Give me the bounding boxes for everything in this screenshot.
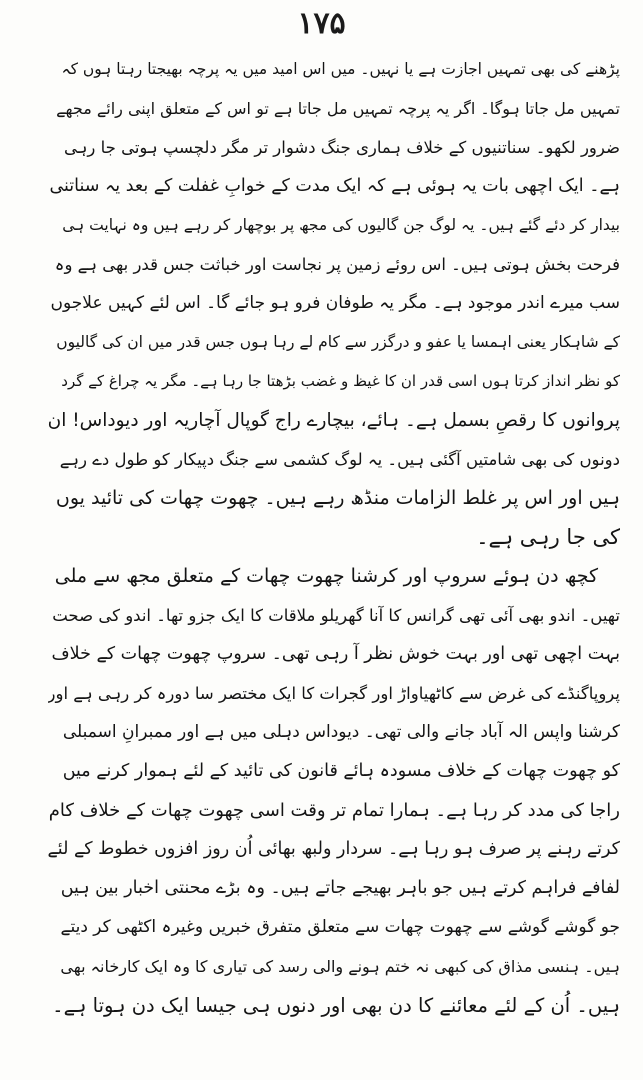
text-line: ضرور لکھو۔ سناتنیوں کے خلاف ہماری جنگ دشوار تر مگر دلچسپ ہوتی جا رہی [63, 138, 620, 157]
text-line: کرتے رہنے پر صرف ہو رہا ہے۔ سردار ولبھ بھائی اُن روز افزوں خطوط کے لئے [48, 839, 620, 859]
text-line: ہیں۔ ہنسی مذاق کی کبھی نہ ختم ہونے والی رسد کی تیاری کا وہ ایک کارخانہ بھی [60, 957, 620, 976]
page-number: ۱۷۵ [297, 6, 346, 41]
text-line: لفافے فراہم کرتے ہیں جو باہر بھیجے جاتے ہیں۔ وہ بڑے محنتی اخبار بین ہیں [60, 878, 620, 898]
text-line: کرشنا واپس الہ آباد جانے والی تھی۔ دیوداس دہلی میں ہے اور ممبرانِ اسمبلی [62, 722, 620, 742]
text-line: کو نظر انداز کرتا ہوں اسی قدر ان کا غیظ و غضب بڑھتا جا رہا ہے۔ مگر یہ چراغ کے گرد [61, 372, 620, 390]
text-line: سب میرے اندر موجود ہے۔ مگر یہ طوفان فرو ہو جائے گا۔ اس لئے کہیں علاجوں [50, 293, 620, 313]
text-line: بیدار کر دئے گئے ہیں۔ یہ لوگ جن گالیوں کی مجھ پر بوچھار کر رہے ہیں وہ نہایت ہی [62, 216, 620, 234]
text-line: دونوں کی بھی شامتیں آگئی ہیں۔ یہ لوگ کشمی سے جنگ دپیکار کو طول دے رہے [59, 450, 620, 469]
text-line: تھیں۔ اندو بھی آئی تھی گرانس کا آنا گھریلو ملاقات کا ایک جزو تھا۔ اندو کی صحت [52, 606, 620, 625]
text-line: پروپاگنڈے کی غرض سے کاٹھیاواڑ اور گجرات کا ایک مختصر سا دورہ کر رہی ہے اور [48, 684, 620, 703]
text-line: پڑھنے کی بھی تمہیں اجازت ہے یا نہیں۔ میں اس امید میں یہ پرچہ بھیجتا رہتا ہوں کہ [61, 60, 620, 78]
text-line: ہے۔ ایک اچھی بات یہ ہوئی ہے کہ ایک مدت کے خوابِ غفلت کے بعد یہ سناتنی [49, 176, 620, 196]
text-line: تمہیں مل جاتا ہوگا۔ اگر یہ پرچہ تمہیں مل جاتا ہے تو اس کے متعلق اپنی رائے مجھے [56, 99, 620, 118]
body-text [48, 50, 620, 1025]
text-line: فرحت بخش ہوتی ہیں۔ اس روئے زمین پر نجاست اور خباثت جس قدر بھی ہے وہ [54, 255, 620, 274]
text-line: ہیں اور اس پر غلط الزامات منڈھ رہے ہیں۔ چھوت چھات کی تائید یوں [55, 487, 620, 509]
text-line: پروانوں کا رقصِ بسمل ہے۔ ہائے، بیچارے راج گوپال آچاریہ اور دیوداس! ان [48, 410, 620, 431]
text-line: کی جا رہی ہے۔ [476, 525, 620, 549]
paragraph-start-line: کچھ دن ہوئے سروپ اور کرشنا چھوت چھات کے متعلق مجھ سے ملی [54, 565, 598, 587]
text-line: ہیں۔ اُن کے لئے معائنے کا دن بھی اور دنوں ہی جیسا ایک دن ہوتا ہے۔ [52, 994, 620, 1017]
text-line: کے شاہکار یعنی اہمسا یا عفو و درگزر سے کام لے رہا ہوں جس قدر میں ان کی گالیوں [56, 333, 620, 351]
text-line: بہت اچھی تھی اور بہت خوش نظر آ رہی تھی۔ سروپ چھوت چھات کے خلاف [51, 644, 620, 664]
text-line: راجا کی مدد کر رہا ہے۔ ہمارا تمام تر وقت اسی چھوت چھات کے خلاف کام [48, 800, 620, 821]
text-line: کو چھوت چھات کے خلاف مسودہ ہائے قانون کی تائید کے لئے ہموار کرنے میں [62, 761, 620, 781]
text-line: جو گوشے گوشے سے چھوت چھات سے متعلق متفرق خبریں وغیرہ اکٹھی کر دیتے [60, 917, 620, 937]
